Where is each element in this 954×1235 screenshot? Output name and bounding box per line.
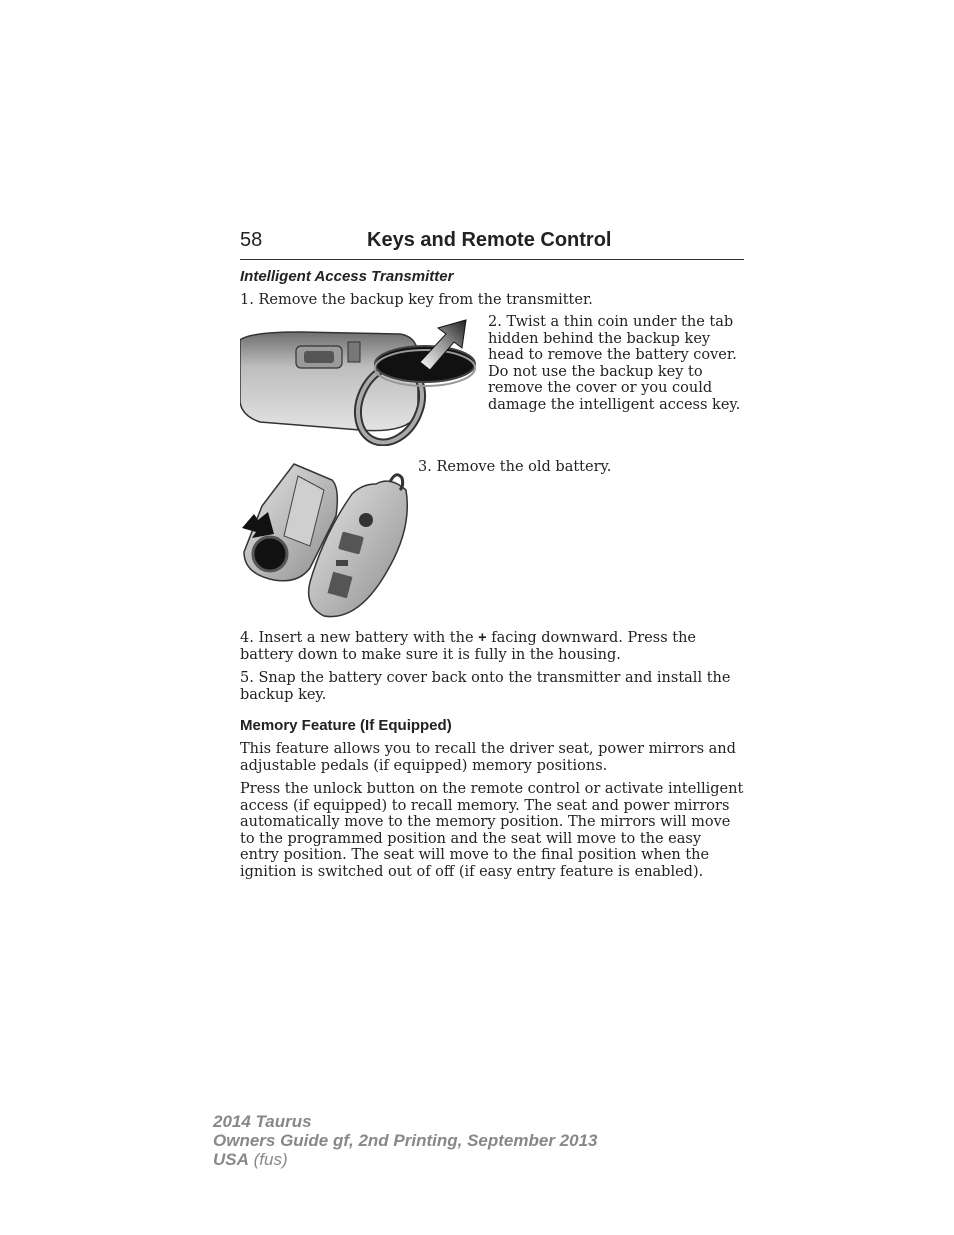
step-2: 2. Twist a thin coin under the tab hidden behind the backup key head to remove the battery cover. Do not use the backup key to remove the cover or you could damage the intelligent access key.: [488, 314, 741, 413]
coin-battery-cover-illustration: [240, 312, 484, 446]
footer-region-code: USA: [213, 1150, 249, 1169]
step-4-text-start: 4. Insert a new battery with the: [240, 630, 479, 646]
footer-guide: Owners Guide gf, 2nd Printing, September 2013: [213, 1131, 598, 1150]
step-3: 3. Remove the old battery.: [418, 459, 612, 475]
step-1: 1. Remove the backup key from the transmitter.: [240, 292, 593, 308]
footer-region-suffix: (fus): [248, 1150, 288, 1169]
memory-paragraph-2: Press the unlock button on the remote control or activate intelligent access (if equipped) to recall memory. The seat and power mirrors automatically move to the memory position. The mirrors will move to the programmed position and the seat will move to the easy entry position. The seat will move to the final position when the ignition is switched out of off (if easy entry feature is enabled).: [240, 781, 744, 880]
footer: [213, 1112, 597, 1169]
section-heading-transmitter: Intelligent Access Transmitter: [240, 268, 454, 285]
page-number: 58: [240, 229, 263, 251]
memory-paragraph-1: This feature allows you to recall the driver seat, power mirrors and adjustable pedals (if equipped) memory positions.: [240, 741, 736, 774]
footer-model: 2014 Taurus: [213, 1112, 312, 1131]
section-heading-memory: Memory Feature (If Equipped): [240, 717, 452, 734]
header-rule: [240, 259, 744, 260]
step-4: [240, 630, 744, 663]
remove-battery-illustration: [240, 456, 416, 622]
plus-symbol: +: [478, 630, 487, 646]
step-4-text-end: facing downward. Press the battery down to make sure it is fully in the housing.: [240, 630, 697, 663]
footer-region: [213, 1150, 597, 1169]
chapter-title: Keys and Remote Control: [367, 229, 612, 251]
step-5: 5. Snap the battery cover back onto the transmitter and install the backup key.: [240, 670, 731, 703]
